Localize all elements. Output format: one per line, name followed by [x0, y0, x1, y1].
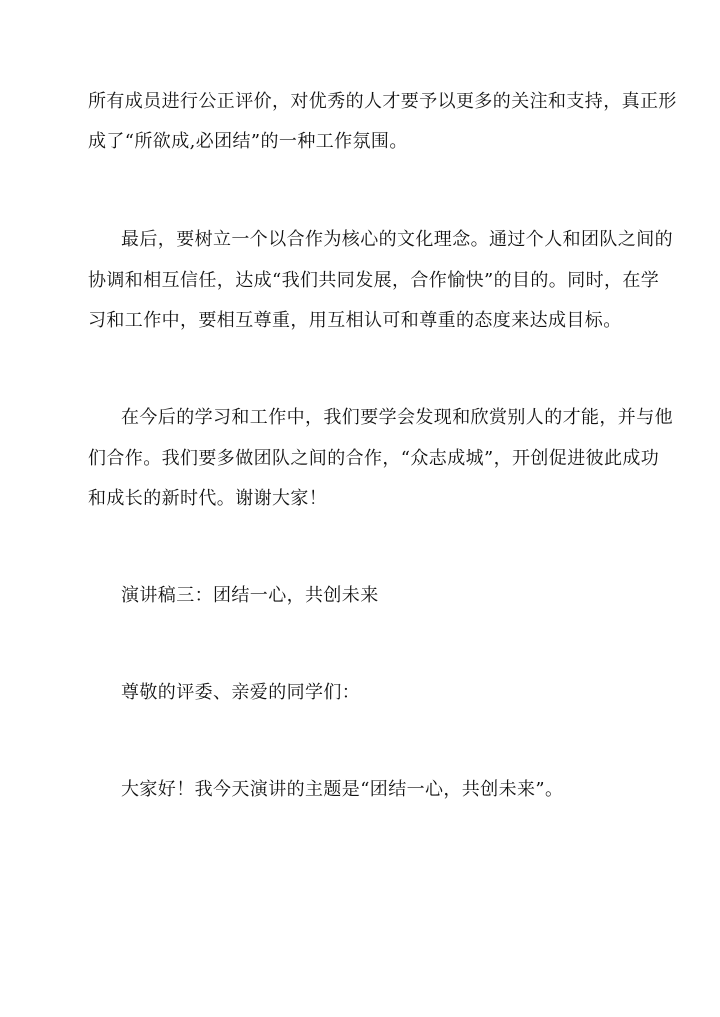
- paragraph-3-line-1: 在今后的学习和工作中，我们要学会发现和欣赏别人的才能，并与他: [121, 407, 673, 428]
- paragraph-3-line-2: 们合作。我们要多做团队之间的合作，“众志成城”，开创促进彼此成功: [88, 448, 660, 469]
- paragraph-1-line-2: 成了“所欲成,必团结”的一种工作氛围。: [88, 131, 408, 152]
- section-heading: 演讲稿三：团结一心，共创未来: [121, 585, 379, 606]
- paragraph-3-line-3: 和成长的新时代。谢谢大家！: [88, 488, 328, 509]
- paragraph-2-line-3: 习和工作中，要相互尊重，用互相认可和尊重的态度来达成目标。: [88, 310, 622, 331]
- paragraph-1-line-1: 所有成员进行公正评价，对优秀的人才要予以更多的关注和支持，真正形: [88, 91, 677, 112]
- opening-line: 大家好！我今天演讲的主题是“团结一心，共创未来”。: [121, 779, 564, 800]
- paragraph-2-line-1: 最后，要树立一个以合作为核心的文化理念。通过个人和团队之间的: [121, 229, 673, 250]
- paragraph-2-line-2: 协调和相互信任，达成“我们共同发展，合作愉快”的目的。同时，在学: [88, 270, 660, 291]
- salutation: 尊敬的评委、亲爱的同学们：: [121, 682, 361, 703]
